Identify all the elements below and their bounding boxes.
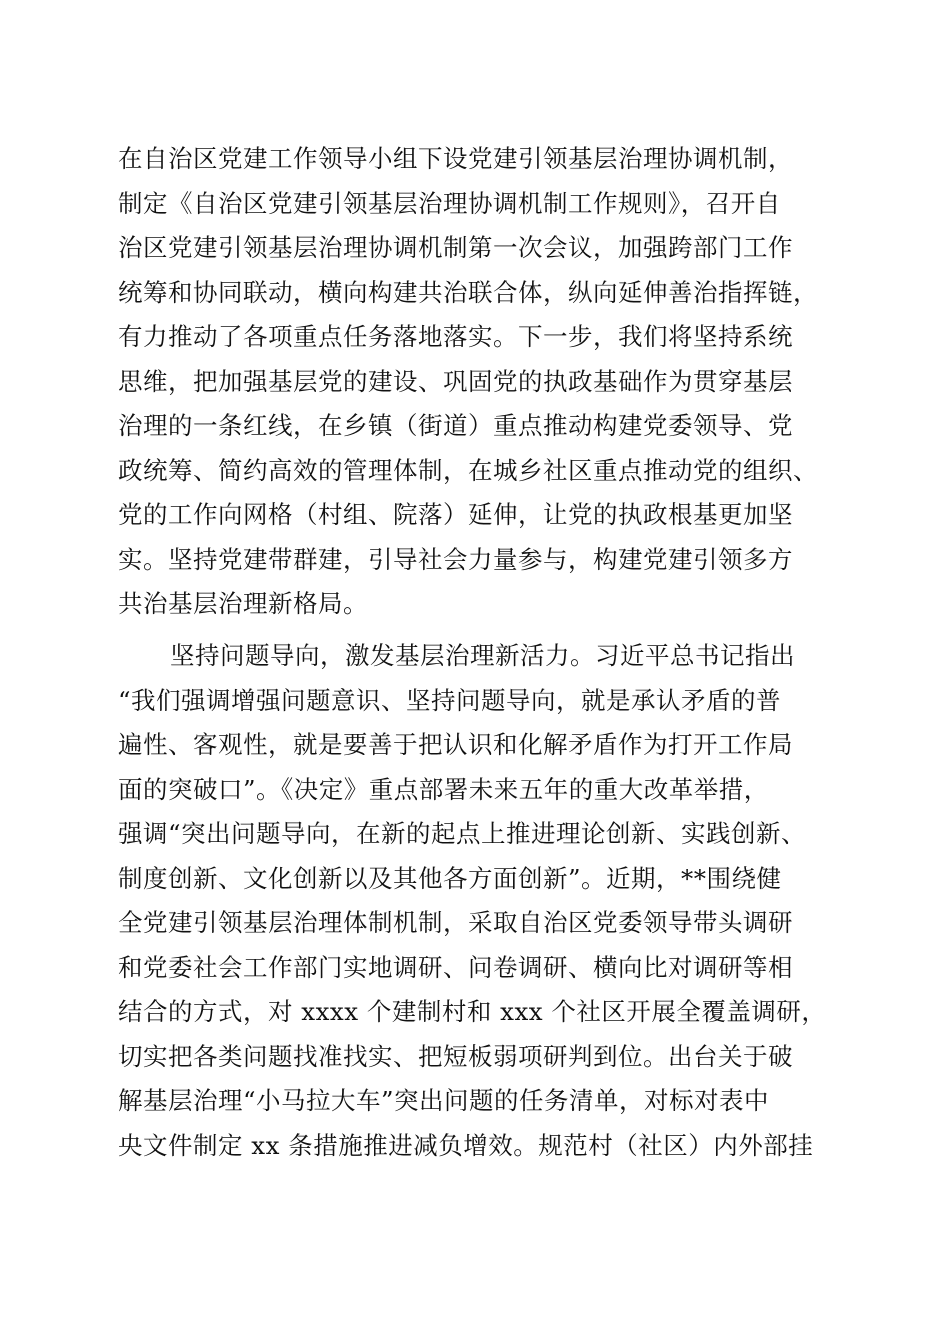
- text-line: 解基层治理“小马拉大车”突出问题的任务清单，对标对表中: [118, 1086, 770, 1115]
- text-line: 党的工作向网格（村组、院落）延伸，让党的执政根基更加坚: [118, 500, 793, 529]
- text-line: 央文件制定 xx 条措施推进减负增效。规范村（社区）内外部挂: [118, 1130, 814, 1160]
- text-line: 治理的一条红线，在乡镇（街道）重点推动构建党委领导、党: [118, 411, 793, 440]
- text-line: 坚持问题导向，激发基层治理新活力。习近平总书记指出: [170, 641, 795, 670]
- text-line: 思维，把加强基层党的建设、巩固党的执政基础作为贯穿基层: [118, 366, 793, 396]
- text-line: 治区党建引领基层治理协调机制第一次会议，加强跨部门工作: [118, 233, 793, 262]
- text-line: 制度创新、文化创新以及其他各方面创新”。近期，**围绕健: [118, 863, 782, 893]
- text-line: 结合的方式，对 xxxx 个建制村和 xxx 个社区开展全覆盖调研，: [118, 997, 827, 1026]
- text-line: 强调“突出问题导向，在新的起点上推进理论创新、实践创新、: [118, 819, 807, 848]
- text-line: 共治基层治理新格局。: [118, 589, 368, 618]
- text-line: 和党委社会工作部门实地调研、问卷调研、横向比对调研等相: [118, 952, 793, 982]
- text-line: 切实把各类问题找准找实、把短板弱项研判到位。出台关于破: [118, 1041, 793, 1071]
- text-line: 全党建引领基层治理体制机制，采取自治区党委领导带头调研: [118, 908, 793, 937]
- text-line: 面的突破口”。《决定》重点部署未来五年的重大改革举措，: [118, 774, 769, 804]
- text-line: 遍性、客观性，就是要善于把认识和化解矛盾作为打开工作局: [118, 730, 793, 759]
- text-line: 政统筹、简约高效的管理体制，在城乡社区重点推动党的组织、: [118, 455, 818, 485]
- text-line: 制定《自治区党建引领基层治理协调机制工作规则》，召开自: [118, 188, 781, 218]
- text-line: “我们强调增强问题意识、坚持问题导向，就是承认矛盾的普: [118, 685, 782, 715]
- text-line: 有力推动了各项重点任务落地落实。下一步，我们将坚持系统: [118, 322, 793, 351]
- text-line: 统筹和协同联动，横向构建共治联合体，纵向延伸善治指挥链，: [118, 277, 818, 307]
- text-line: 在自治区党建工作领导小组下设党建引领基层治理协调机制，: [118, 144, 793, 173]
- text-line: 实。坚持党建带群建，引导社会力量参与，构建党建引领多方: [118, 544, 793, 574]
